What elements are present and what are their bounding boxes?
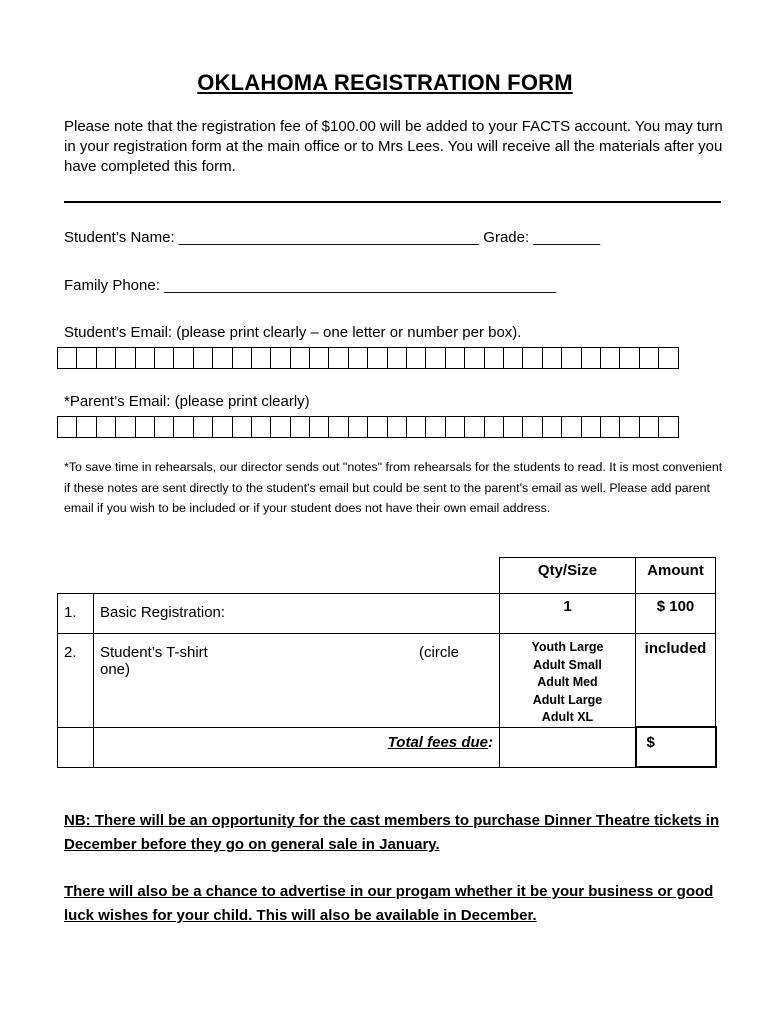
total-amount-field[interactable]: $ [636,727,716,767]
letter-box[interactable] [426,347,445,369]
letter-box[interactable] [601,416,620,438]
letter-box[interactable] [58,416,77,438]
letter-box[interactable] [136,416,155,438]
letter-box[interactable] [640,347,659,369]
letter-box[interactable] [116,416,135,438]
nb-dinner-theatre: NB: There will be an opportunity for the cast members to purchase Dinner Theatre tickets in December before they go on general sale in January. [64,812,720,853]
tshirt-label: Student’s T-shirt [100,644,208,661]
table-row [58,594,716,634]
row-amount: included [636,634,716,728]
divider [64,201,721,203]
letter-box[interactable] [446,416,465,438]
email-note: *To save time in rehearsals, our director sends out "notes" from rehearsals for the students to read. It is most convenient if these notes are sent directly to the student's email but could be sent to the parent's email as well. Please add parent email if you wish to be included or if your student does not have their own email address. [64,460,723,515]
letter-box[interactable] [601,347,620,369]
table-row [58,634,716,728]
letter-box[interactable] [620,347,639,369]
letter-box[interactable] [174,416,193,438]
letter-box[interactable] [620,416,639,438]
letter-box[interactable] [77,416,96,438]
size-option[interactable]: Adult XL [541,710,594,724]
letter-box[interactable] [640,416,659,438]
letter-box[interactable] [582,416,601,438]
letter-box[interactable] [426,416,445,438]
letter-box[interactable] [485,416,504,438]
letter-box[interactable] [368,416,387,438]
letter-box[interactable] [504,347,523,369]
family-phone-field[interactable]: Family Phone: _______________________________________________ [64,277,557,294]
letter-box[interactable] [77,347,96,369]
letter-box[interactable] [562,416,581,438]
size-option[interactable]: Adult Med [537,675,598,689]
letter-box[interactable] [291,416,310,438]
letter-box[interactable] [136,347,155,369]
row-description [94,634,500,728]
letter-box[interactable] [485,347,504,369]
header-qty: Qty/Size [500,558,636,594]
total-label: Total fees due: [94,727,500,767]
letter-box[interactable] [368,347,387,369]
student-name-field[interactable]: Student’s Name: ____________________________________ Grade: ________ [64,229,601,246]
letter-box[interactable] [388,347,407,369]
letter-box[interactable] [465,347,484,369]
letter-box[interactable] [407,416,426,438]
letter-box[interactable] [659,347,678,369]
letter-box[interactable] [523,347,542,369]
letter-box[interactable] [271,416,290,438]
letter-box[interactable] [504,416,523,438]
tshirt-size-options [500,634,636,728]
letter-box[interactable] [543,347,562,369]
letter-box[interactable] [233,416,252,438]
letter-box[interactable] [407,347,426,369]
letter-box[interactable] [543,416,562,438]
total-row [58,727,716,767]
row-number: 2. [58,634,94,728]
header-amount: Amount [636,558,716,594]
letter-box[interactable] [659,416,678,438]
letter-box[interactable] [194,416,213,438]
letter-box[interactable] [252,416,271,438]
letter-box[interactable] [523,416,542,438]
letter-box[interactable] [582,347,601,369]
letter-box[interactable] [310,347,329,369]
letter-box[interactable] [97,416,116,438]
letter-box[interactable] [97,347,116,369]
nb-advertise: There will also be a chance to advertise in our progam whether it be your business or good luck wishes for your child. This will also be available in December. [64,883,714,924]
letter-box[interactable] [116,347,135,369]
letter-box[interactable] [291,347,310,369]
letter-box[interactable] [252,347,271,369]
row-amount: $ 100 [636,594,716,634]
size-option[interactable]: Adult Small [533,657,602,672]
letter-box[interactable] [329,347,348,369]
intro-paragraph: Please note that the registration fee of $100.00 will be added to your FACTS account. You may turn in your registration form at the main office or to Mrs Lees. You will receive all the materials after you have completed this form. [64,118,723,175]
parent-email-label: *Parent’s Email: (please print clearly) [64,393,310,410]
letter-box[interactable] [562,347,581,369]
student-email-label: Student’s Email: (please print clearly – one letter or number per box). [64,324,522,341]
letter-box[interactable] [58,347,77,369]
letter-box[interactable] [349,347,368,369]
parent-email-boxes[interactable] [57,416,679,438]
letter-box[interactable] [155,347,174,369]
row-description: Basic Registration: [94,594,500,634]
circle-label: (circle [419,644,459,661]
student-email-boxes[interactable] [57,347,679,369]
size-option[interactable]: Adult Large [532,692,603,707]
letter-box[interactable] [310,416,329,438]
letter-box[interactable] [213,347,232,369]
row-qty: 1 [500,594,636,634]
circle-label-line2: one) [100,661,131,678]
letter-box[interactable] [233,347,252,369]
form-title: OKLAHOMA REGISTRATION FORM [197,70,573,95]
letter-box[interactable] [329,416,348,438]
letter-box[interactable] [174,347,193,369]
letter-box[interactable] [155,416,174,438]
letter-box[interactable] [465,416,484,438]
letter-box[interactable] [271,347,290,369]
fees-table [57,557,717,768]
size-option[interactable]: Youth Large [531,640,604,654]
row-number: 1. [58,594,94,634]
letter-box[interactable] [349,416,368,438]
letter-box[interactable] [446,347,465,369]
letter-box[interactable] [194,347,213,369]
letter-box[interactable] [213,416,232,438]
letter-box[interactable] [388,416,407,438]
